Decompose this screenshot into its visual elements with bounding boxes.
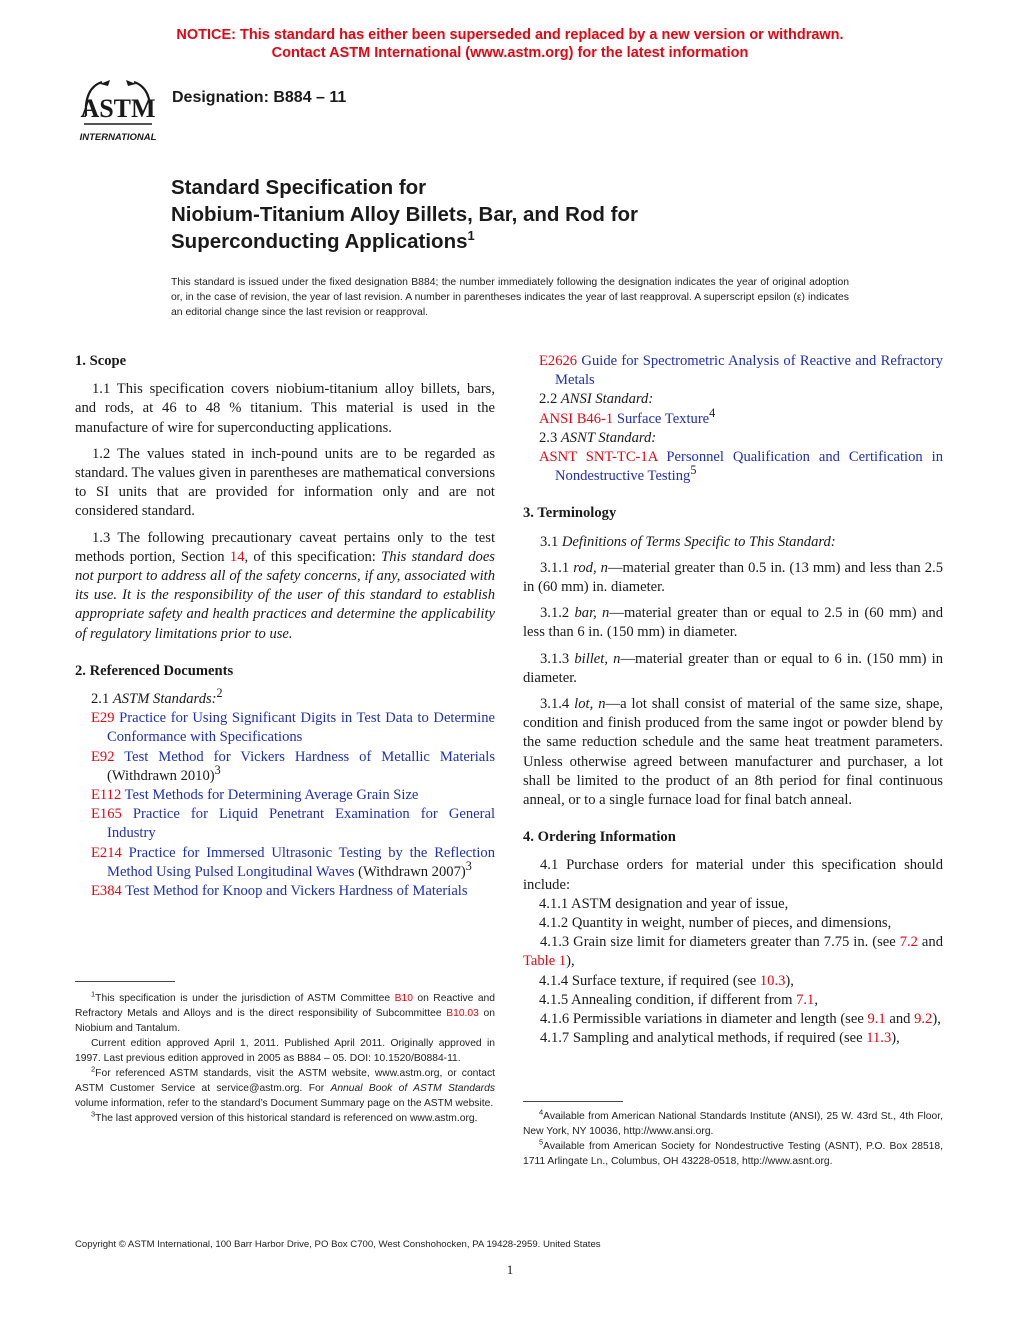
para-2-1: 2.1 ASTM Standards:$^2$ [91,686,223,708]
document-title [171,174,638,255]
link-b10[interactable]: B10 [394,993,413,1004]
footnote-4: $^4$Available from American National Standards Institute (ANSI), 25 W. 43rd St., 4th Floor, New York, NY 10036, http://www.ansi.org. [523,1107,943,1137]
para-2-3: 2.3 ASNT Standard: [539,429,657,446]
footnote-5: $^5$Available from American Society for Nondestructive Testing (ASNT), P.O. Box 28518, 1711 Arlingate Ln., Columbus, OH 43228-0518, http://www.asnt.org. [523,1137,943,1167]
footnote-1-edition: Current edition approved April 1, 2011. Published April 2011. Originally approved in 1997. Last previous edition approved in 2005 as B884 – 05. DOI: 10.1520/B0884-11. [75,1038,495,1064]
para-2-2: 2.2 ANSI Standard: [539,391,654,408]
para-4-1-2: 4.1.2 Quantity in weight, number of pieces, and dimensions, [539,915,892,932]
section-ordering-heading: 4. Ordering Information [523,829,676,846]
title-line-1: Standard Specification for [171,176,427,199]
para-3-1-3: 3.1.3 billet, n—material greater than or equal to 6 in. (150 mm) in diameter. [523,650,943,686]
link-9-1[interactable]: 9.1 [867,1011,886,1028]
ref-item[interactable]: E29 Practice for Using Significant Digits in Test Data to Determine Conformance with Specifications [91,710,495,746]
para-3-1: 3.1 Definitions of Terms Specific to This Standard: [540,533,836,550]
para-3-1-1: 3.1.1 rod, n—material greater than 0.5 in. (13 mm) and less than 2.5 in (60 mm) in. diameter. [523,559,943,596]
left-column [75,352,495,901]
logo-subtitle: INTERNATIONAL [79,132,157,143]
footnote-rule-left [75,981,175,982]
para-3-1-4: 3.1.4 lot, n—a lot shall consist of material of the same size, shape, condition and finish produced from the same ingot or powder blend by the same reduction schedule and the same heat treatment parameters. Unless otherwise agreed between manufacturer and purchaser, a lot shall be limited to the product of an 8th period for final continuous anneal, or to a single furnace load for final batch anneal. [523,696,943,809]
link-9-2[interactable]: 9.2 [914,1011,933,1028]
ref-item[interactable]: E165 Practice for Liquid Penetrant Examination for General Industry [91,806,495,842]
footnote-rule-right [523,1101,623,1102]
para-3-1-2: 3.1.2 bar, n—material greater than or equal to 2.5 in (60 mm) and less than 6 in. (150 mm) in diameter. [523,605,943,641]
ref-ansi[interactable]: ANSI B46-1 Surface Texture$^4$ [539,405,716,427]
section-terminology-heading: 3. Terminology [523,505,617,522]
para-4-1-1: 4.1.1 ASTM designation and year of issue, [539,895,789,912]
para-4-1-6: 4.1.6 Permissible variations in diameter and length (see 9.1 and 9.2), [540,1011,941,1028]
title-footnote-mark: 1 [467,228,475,244]
footnotes-right [523,1109,943,1169]
notice-line-2: Contact ASTM International (www.astm.org) for the latest information [271,45,749,61]
link-section-14[interactable]: 14 [229,548,245,565]
section-scope-heading: 1. Scope [75,353,127,369]
withdrawal-notice [0,26,1020,62]
link-10-3[interactable]: 10.3 [759,972,786,989]
link-7-2[interactable]: 7.2 [899,934,918,951]
notice-line-1: NOTICE: This standard has either been superseded and replaced by a new version or withdrawn. [176,27,844,43]
footnotes-left [75,991,495,1126]
para-1-2: 1.2 The values stated in inch-pound units are to be regarded as standard. The values given in parentheses are mathematical conversions to SI units that are provided for information only and are not considered standard. [75,445,495,520]
para-4-1-7: 4.1.7 Sampling and analytical methods, if required (see 11.3), [540,1030,900,1047]
link-table-1[interactable]: Table 1 [523,953,567,970]
ref-item[interactable]: E92 Test Method for Vickers Hardness of Metallic Materials (Withdrawn 2010)$^3$ [91,748,495,784]
para-4-1-3: 4.1.3 Grain size limit for diameters greater than 7.75 in. (see 7.2 and Table 1), [523,934,943,970]
page-number: 1 [506,1262,514,1277]
issuance-statement: This standard is issued under the fixed designation B884; the number immediately following the designation indicates the year of original adoption or, in the case of revision, the year of last revision. A number in parentheses indicates the year of last reapproval. A superscript epsilon (ε) indicates an editorial change since the last revision or reapproval. [171,277,849,318]
para-1-3: 1.3 The following precautionary caveat pertains only to the test methods portion, Section 14, of this specification: This standard does not purport to address all of the safety concerns, if any, associated with its use. It is the responsibility of the user of this standard to establish appropriate safety and health practices and determine the applicability of regulatory limitations prior to use. [75,529,495,642]
para-4-1: 4.1 Purchase orders for material under this specification should include: [523,857,943,893]
logo-letters: ASTM [80,94,156,123]
copyright-line: Copyright © ASTM International, 100 Barr Harbor Drive, PO Box C700, West Conshohocken, PA 19428-2959. United States [75,1239,601,1250]
ref-item[interactable]: E384 Test Method for Knoop and Vickers Hardness of Materials [91,883,468,900]
ref-item[interactable]: E214 Practice for Immersed Ultrasonic Testing by the Reflection Method Using Pulsed Longitudinal Waves (Withdrawn 2007)$^3$ [91,844,495,880]
link-b10-03[interactable]: B10.03 [446,1008,479,1019]
para-4-1-4: 4.1.4 Surface texture, if required (see 10.3), [539,972,794,989]
right-column [523,352,943,1049]
footnote-3: $^3$The last approved version of this historical standard is referenced on www.astm.org. [91,1109,478,1124]
para-1-1: 1.1 This specification covers niobium-titanium alloy billets, bars, and rods, at 46 to 48 % titanium. This material is used in the manufacture of wire for superconducting applications. [75,381,495,436]
ref-item[interactable]: E2626 Guide for Spectrometric Analysis of Reactive and Refractory Metals [539,353,943,389]
footnote-2: $^2$For referenced ASTM standards, visit the ASTM website, www.astm.org, or contact ASTM Customer Service at service@astm.org. For Annual Book of ASTM Standards volume information, refer to the standard’s Document Summary page on the ASTM website. [75,1064,495,1109]
para-4-1-5: 4.1.5 Annealing condition, if different from 7.1, [539,991,818,1008]
designation: Designation: B884 – 11 [172,89,347,106]
link-7-1[interactable]: 7.1 [796,991,815,1008]
astm-logo [76,74,160,144]
footnote-1: $^1$This specification is under the jurisdiction of ASTM Committee B10 on Reactive and Refractory Metals and Alloys and is the direct responsibility of Subcommittee B10.03 on Niobium and Tantalum. [75,989,496,1034]
section-refs-heading: 2. Referenced Documents [75,662,234,679]
title-line-3: Superconducting Applications$^1$ [171,228,475,253]
title-line-2: Niobium-Titanium Alloy Billets, Bar, and Rod for [171,203,638,226]
link-11-3[interactable]: 11.3 [866,1030,892,1047]
ref-asnt[interactable]: ASNT SNT-TC-1A Personnel Qualification and Certification in Nondestructive Testing$^5$ [539,449,943,485]
ref-item[interactable]: E112 Test Methods for Determining Average Grain Size [91,787,419,804]
